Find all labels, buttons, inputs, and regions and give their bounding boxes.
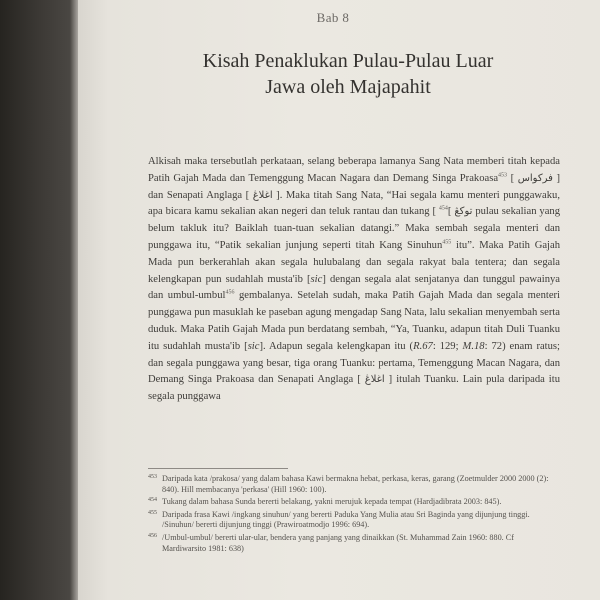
sic-mark: sic <box>310 273 323 285</box>
footnote-number: 455 <box>148 509 157 516</box>
book-page <box>78 0 600 600</box>
body-paragraph <box>148 154 560 406</box>
jawi-word: اغلاڠ <box>364 374 385 386</box>
footnote-text: Daripada frasa Kawi /ingkang sinuhun/ yang bererti Paduka Yang Mulia atau Sri Baginda yang dijunjung tinggi. /Sinuhun/ bererti dijunjung tinggi (Prawiroatmodjo 1996: 694). <box>162 509 530 530</box>
footnotes <box>148 474 560 556</box>
text-span: ]. Maka titah Sang Nata, “Hai segala kamu menteri punggawaku, apa bicara kamu sekalian akan negeri dan teluk rantau dan tukang [ <box>148 189 560 218</box>
manuscript-ref: R.67 <box>413 340 433 352</box>
footnote <box>148 510 560 531</box>
text-span: : 129; <box>432 340 463 352</box>
footnote <box>148 533 560 554</box>
text-span: ] dengan segala alat senjatanya dan tunggul pawainya dan umbul-umbul <box>148 273 561 302</box>
title-line-2: Jawa oleh Majapahit <box>265 76 431 98</box>
footnote-ref: 455 <box>442 239 452 246</box>
footnote-divider <box>148 468 288 469</box>
footnote-ref: 454 <box>438 205 448 212</box>
text-span: ] dan Senapati Anglaga [ <box>148 172 560 201</box>
footnote-text: Daripada kata /prakosa/ yang dalam bahasa Kawi bermakna hebat, perkasa, keras, garang (Zoetmulder 2000 2000 (2): 840). Hill membacanya 'perkasa' (Hill 1960: 100). <box>162 474 549 494</box>
title-line-1: Kisah Penaklukan Pulau-Pulau Luar <box>202 50 494 72</box>
footnote <box>148 497 560 508</box>
text-span: itu”. Maka Patih Gajah Mada pun berkerahlah akan segala hulubalang dan segala rakyat bala tentera; dan segala kelengkapan pun sudahlah musta'ib [ <box>148 239 560 285</box>
text-span: gembalanya. Setelah sudah, maka Patih Gajah Mada dan segala menteri punggawa pun masuklah ke paseban agung mengadap Sang Nata, lalu sekalian menyembah serta duduk. Maka Patih Gajah Mada pun berdatang sembah, “Ya, Tuanku, adapun titah Duli Tuanku itu sudahlah musta'ib [ <box>148 290 560 352</box>
manuscript-ref: M.18 <box>462 340 485 352</box>
footnote-text: /Umbul-umbul/ bererti ular-ular, bendera yang panjang yang dinaikkan (St. Muhammad Zain 1960: 880. Cf Mardiwarsito 1981: 638) <box>162 532 514 553</box>
text-span: : 72) enam ratus; dan segala punggawa yang besar, tiga orang Tuanku: pertama, Temenggung Macan Nagara, dan Demang Singa Prakoasa dan Senapati Anglaga [ <box>148 340 560 386</box>
jawi-word: توكڠ <box>454 206 473 218</box>
jawi-word: اغلاڠ <box>252 189 273 201</box>
chapter-label: Bab 8 <box>316 10 350 25</box>
text-span: ] <box>447 206 455 218</box>
footnote <box>148 474 560 495</box>
footnote-ref: 456 <box>225 289 235 296</box>
text-span: ]. Adapun segala kelengkapan itu ( <box>259 340 414 352</box>
text-span: [ <box>507 172 518 184</box>
footnote-number: 453 <box>148 474 157 480</box>
text-span: Alkisah maka tersebutlah perkataan, selang beberapa lamanya Sang Nata memberi titah kepada Patih Gajah Mada dan Temenggung Macan Nagara dan Demang Singa Prakoasa <box>148 156 560 184</box>
sic-mark: sic <box>247 340 260 352</box>
text-span: ] itulah Tuanku. Lain pula daripada itu segala punggawa <box>148 374 560 403</box>
footnote-number: 456 <box>148 532 157 539</box>
footnote-ref: 453 <box>498 172 508 179</box>
footnote-number: 454 <box>148 497 157 504</box>
footnote-text: Tukang dalam bahasa Sunda bererti belakang, yakni merujuk kepada tempat (Hardjadibrata 2003: 845). <box>162 497 502 507</box>
page-title <box>138 48 558 100</box>
jawi-word: فركواس <box>517 172 553 184</box>
text-span: pulau sekalian yang belum takluk itu? Baiklah tuan-tuan sekalian datangi.” Maka sembah segala menteri dan punggawa itu, “Patik sekalian junjung seperti titah Kang Sinuhun <box>148 206 560 251</box>
body-text <box>148 154 560 406</box>
